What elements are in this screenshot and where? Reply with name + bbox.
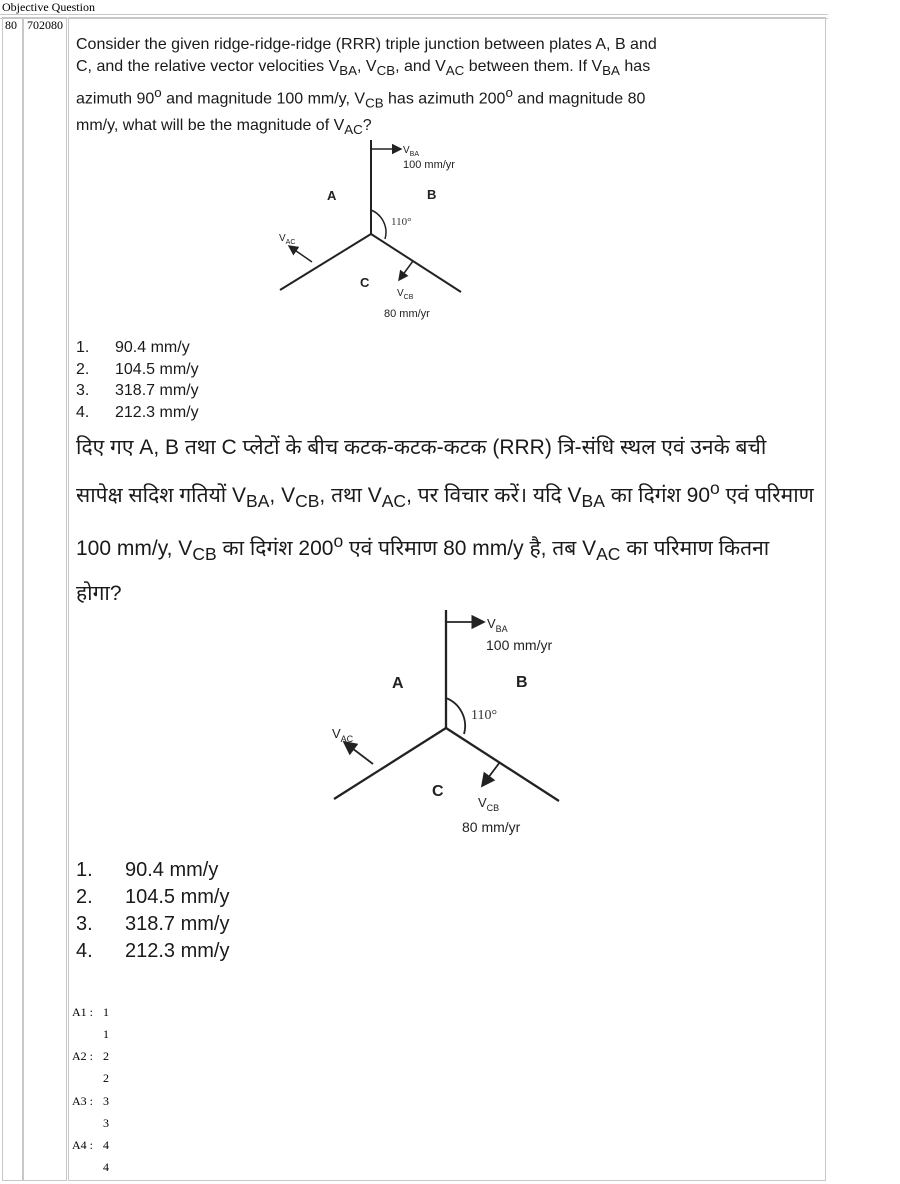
- plate-a-label: A: [327, 188, 337, 203]
- angle-label: 110°: [391, 216, 412, 228]
- vba-magnitude: 100 mm/yr: [486, 637, 553, 653]
- vac-label: $V_{AC}$: [279, 233, 296, 246]
- question-text-english: Consider the given ridge-ridge-ridge (RRR) triple junction between plates A, B and C, and the relative vector velocities $V_{BA}$, $V_{CB}$, and $V_{AC}$ between them. If $V_{BA}$ has azimuth 90$^o$ and magnitude 100 mm/y, $V_{CB}$ has azimuth 200$^o$ and magnitude 80 mm/y, what will be the magnitude of $V_{AC}$?: [76, 36, 657, 137]
- vac-arrow: [344, 742, 373, 764]
- option-item: 2. 104.5 mm/y: [76, 886, 230, 908]
- answer-key-value: 1: [103, 1027, 109, 1041]
- ridge-southeast: [371, 234, 461, 292]
- option-item: 1. 90.4 mm/y: [76, 859, 219, 881]
- vba-magnitude: 100 mm/yr: [403, 159, 455, 171]
- vcb-magnitude: 80 mm/yr: [462, 819, 521, 835]
- plate-c-label: C: [432, 783, 444, 800]
- option-item: 4. 212.3 mm/y: [76, 940, 230, 962]
- vba-label: $V_{BA}$: [403, 145, 420, 158]
- angle-label: 110°: [471, 708, 498, 723]
- answer-key-value: 4: [103, 1138, 109, 1152]
- option-item: 3. 318.7 mm/y: [76, 382, 199, 399]
- options-list-english: [76, 337, 199, 423]
- vac-arrow: [289, 246, 312, 262]
- ridge-southeast: [446, 728, 559, 801]
- question-id-cell: [23, 17, 67, 1181]
- question-text-hindi: दिए गए A, B तथा C प्लेटों के बीच कटक-कटक-कटक (RRR) त्रि-संधि स्थल एवं उनके बची सापेक्ष सदिश गतियों $V_{BA}$, $V_{CB}$, तथा $V_{AC}$, पर विचार करें। यदि $V_{BA}$ का दिगंश 90$^o$ एवं परिमाण 100 mm/y, $V_{CB}$ का दिगंश 200$^o$ एवं परिमाण 80 mm/y है, तब $V_{AC}$ का परिमाण कितना होगा?: [76, 436, 814, 606]
- answer-key-value: 2: [103, 1049, 109, 1063]
- plate-c-label: C: [360, 275, 370, 290]
- answer-key-label: A4 :: [72, 1138, 93, 1152]
- plate-b-label: B: [427, 187, 437, 202]
- option-item: 2. 104.5 mm/y: [76, 360, 199, 378]
- answer-key-value: 3: [103, 1094, 109, 1108]
- answer-key-value: 2: [103, 1071, 109, 1085]
- answer-key-value: 3: [103, 1116, 109, 1130]
- vcb-label: $V_{CB}$: [397, 288, 414, 301]
- triple-junction-figure-english: [275, 136, 475, 322]
- vac-label: $V_{AC}$: [332, 726, 354, 744]
- answer-key-label: A1 :: [72, 1005, 93, 1019]
- options-list-hindi: [76, 857, 229, 965]
- question-id: 702080: [27, 18, 63, 32]
- answer-key-value: 1: [103, 1005, 109, 1019]
- question-type-header: Objective Question: [2, 0, 95, 14]
- vcb-arrow: [482, 762, 500, 786]
- plate-b-label: B: [516, 674, 528, 691]
- vcb-label: $V_{CB}$: [478, 795, 500, 813]
- vcb-arrow: [399, 261, 413, 280]
- question-number-cell: [2, 17, 23, 1181]
- question-number: 80: [5, 18, 17, 32]
- option-item: 1. 90.4 mm/y: [76, 339, 190, 356]
- answer-key-value: 4: [103, 1160, 109, 1174]
- answer-key-label: A3 :: [72, 1094, 93, 1108]
- option-item: 4. 212.3 mm/y: [76, 403, 199, 421]
- option-item: 3. 318.7 mm/y: [76, 913, 230, 935]
- answer-key-label: A2 :: [72, 1049, 93, 1063]
- plate-a-label: A: [392, 675, 404, 692]
- vba-label: $V_{BA}$: [487, 616, 508, 634]
- vcb-magnitude: 80 mm/yr: [384, 308, 430, 320]
- triple-junction-figure-hindi: [328, 606, 578, 840]
